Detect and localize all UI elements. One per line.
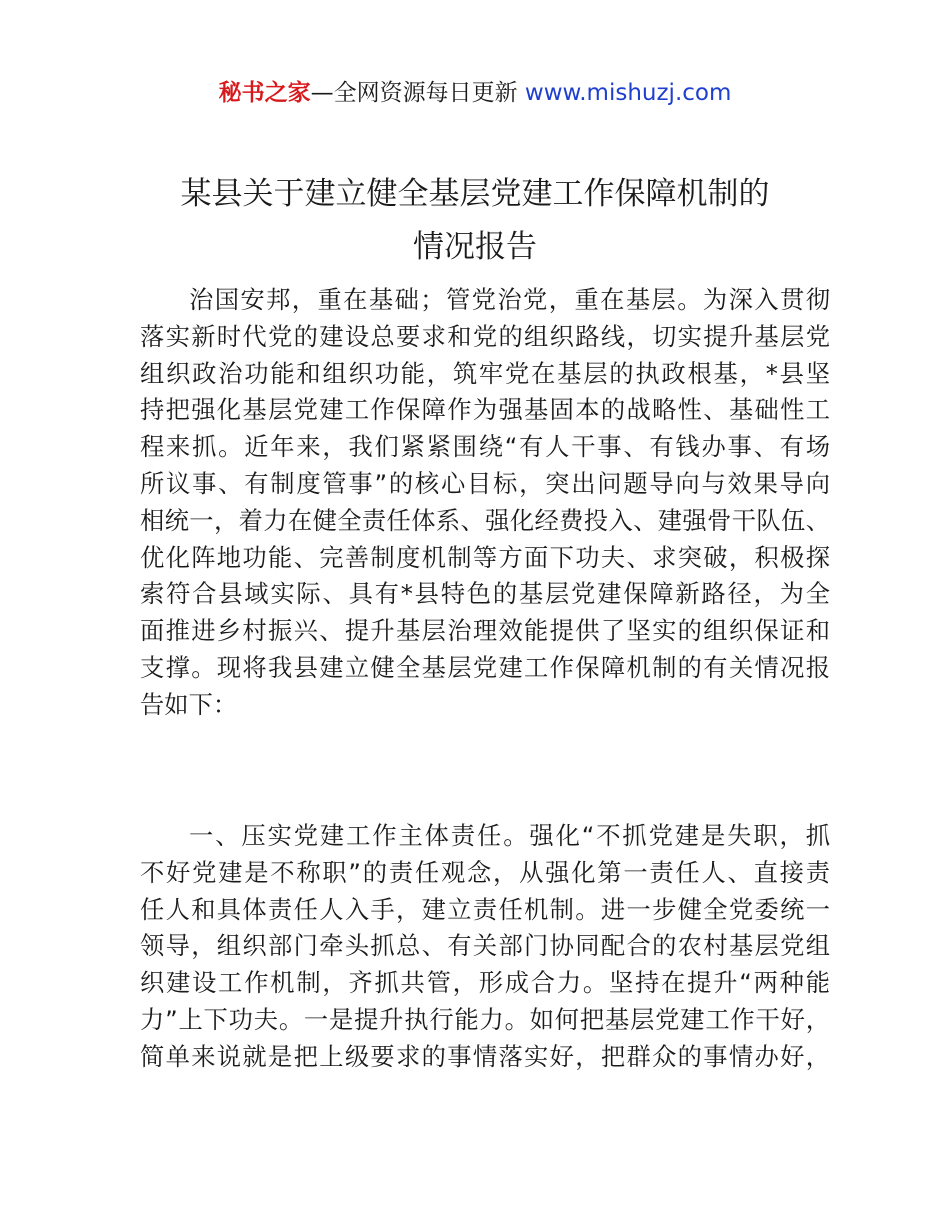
text-line: 所议事、有制度管事”的核心目标，突出问题导向与效果导向 — [140, 468, 830, 498]
text-line: 面推进乡村振兴、提升基层治理效能提供了坚实的组织保证和 — [140, 616, 830, 646]
text-line: 简单来说就是把上级要求的事情落实好，把群众的事情办好， — [140, 1041, 830, 1071]
header-tagline: —全网资源每日更新 — [310, 80, 518, 106]
text-line: 程来抓。近年来，我们紧紧围绕“有人干事、有钱办事、有场 — [140, 432, 830, 462]
text-line: 告如下： — [140, 689, 238, 719]
text-line: 不好党建是不称职”的责任观念，从强化第一责任人、直接责 — [140, 857, 830, 887]
document-title — [0, 168, 950, 274]
text-line: 织建设工作机制，齐抓共管，形成合力。坚持在提升“两种能 — [140, 968, 830, 998]
text-line: 支撑。现将我县建立健全基层党建工作保障机制的有关情况报 — [140, 652, 830, 682]
text-line: 治国安邦，重在基础；管党治党，重在基层。为深入贯彻 — [189, 285, 830, 314]
text-line: 组织政治功能和组织功能，筑牢党在基层的执政根基，*县坚 — [140, 358, 830, 388]
paragraph-intro — [140, 282, 830, 724]
text-line: 相统一，着力在健全责任体系、强化经费投入、建强骨干队伍、 — [140, 505, 830, 535]
text-line: 任人和具体责任人入手，建立责任机制。进一步健全党委统一 — [140, 894, 830, 924]
site-url-link[interactable]: www.mishuzj.com — [524, 80, 732, 106]
text-line: 一、压实党建工作主体责任。强化“不抓党建是失职，抓 — [189, 821, 830, 850]
paragraph-section-1 — [140, 818, 830, 1076]
title-line-2: 情况报告 — [413, 229, 537, 265]
text-line: 领导，组织部门牵头抓总、有关部门协同配合的农村基层党组 — [140, 931, 830, 961]
text-line: 力”上下功夫。一是提升执行能力。如何把基层党建工作干好， — [140, 1004, 830, 1034]
text-line: 持把强化基层党建工作保障作为强基固本的战略性、基础性工 — [140, 395, 830, 425]
text-line: 落实新时代党的建设总要求和党的组织路线，切实提升基层党 — [140, 321, 830, 351]
text-line: 索符合县域实际、具有*县特色的基层党建保障新路径，为全 — [140, 579, 830, 609]
text-line: 优化阵地功能、完善制度机制等方面下功夫、求突破，积极探 — [140, 542, 830, 572]
site-header — [0, 76, 950, 110]
title-line-1: 某县关于建立健全基层党建工作保障机制的 — [180, 176, 770, 212]
brand-name: 秘书之家 — [218, 80, 311, 106]
